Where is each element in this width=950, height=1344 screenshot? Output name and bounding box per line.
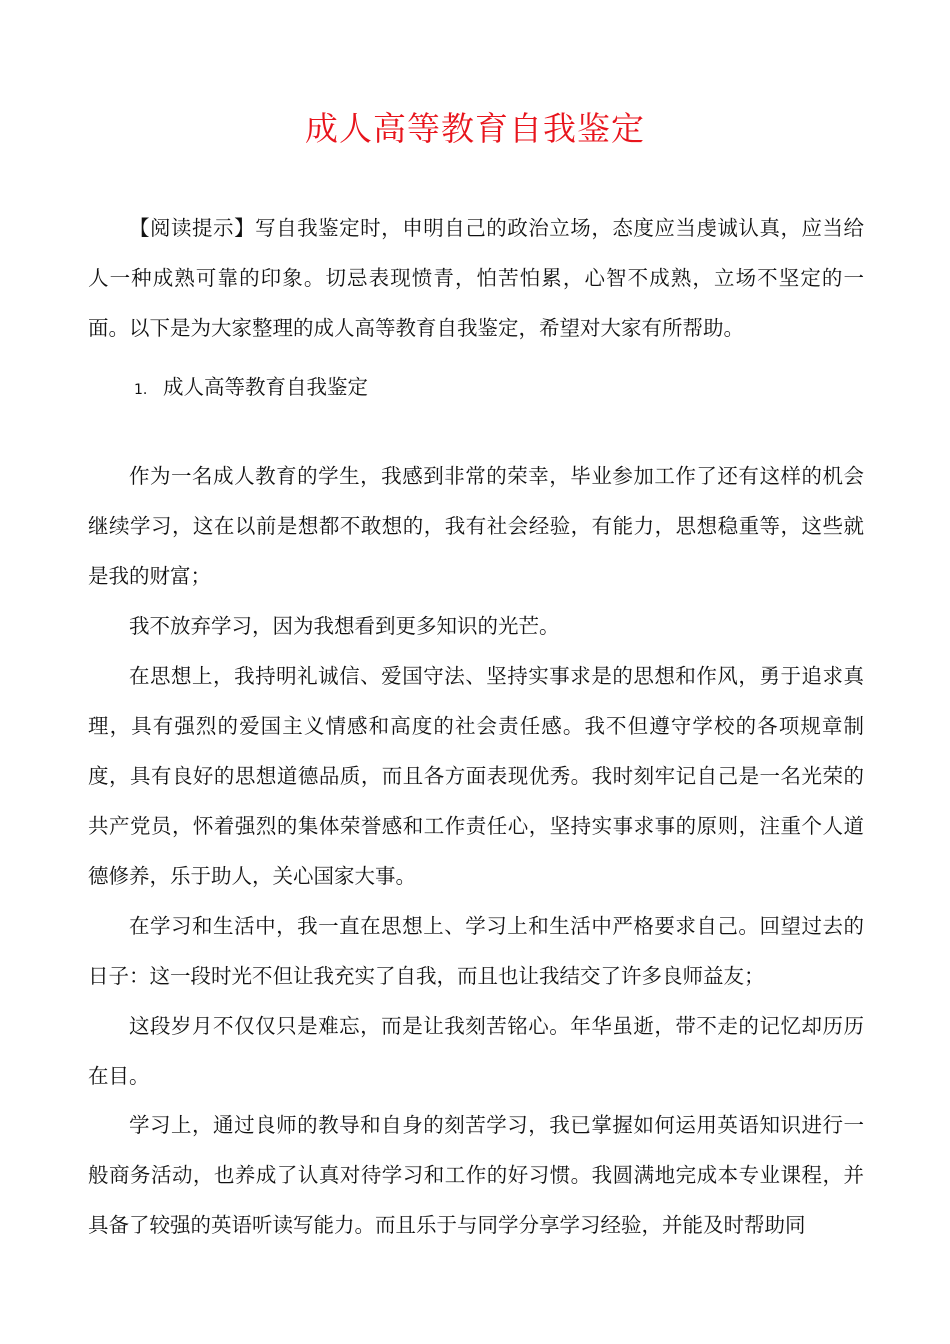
body-paragraph-5: 这段岁月不仅仅只是难忘，而是让我刻苦铭心。年华虽逝，带不走的记忆却历历在目。 [88, 1014, 864, 1088]
document-title: 成人高等教育自我鉴定 [305, 109, 645, 148]
body-paragraph-3: 在思想上，我持明礼诚信、爱国守法、坚持实事求是的思想和作风，勇于追求真理，具有强烈的爱国主义情感和高度的社会责任感。我不但遵守学校的各项规章制度，具有良好的思想道德品质，而且各方面表现优秀。我时刻牢记自己是一名光荣的共产党员，怀着强烈的集体荣誉感和工作责任心，坚持实事求事的原则，注重个人道德修养，乐于助人，关心国家大事。 [88, 664, 864, 888]
body-paragraph-2: 我不放弃学习，因为我想看到更多知识的光芒。 [129, 614, 560, 638]
body-paragraph-4: 在学习和生活中，我一直在思想上、学习上和生活中严格要求自己。回望过去的日子：这一段时光不但让我充实了自我，而且也让我结交了许多良师益友； [88, 914, 864, 988]
section-heading-text: 成人高等教育自我鉴定 [163, 375, 368, 399]
section-heading [134, 362, 368, 415]
body-paragraph-1: 作为一名成人教育的学生，我感到非常的荣幸，毕业参加工作了还有这样的机会继续学习，这在以前是想都不敢想的，我有社会经验，有能力，思想稳重等，这些就是我的财富； [88, 464, 864, 588]
section-number: 1. [134, 382, 148, 398]
intro-paragraph: 【阅读提示】写自我鉴定时，申明自己的政治立场，态度应当虔诚认真，应当给人一种成熟可靠的印象。切忌表现愤青，怕苦怕累，心智不成熟，立场不坚定的一面。以下是为大家整理的成人高等教育自我鉴定，希望对大家有所帮助。 [88, 216, 864, 340]
body-paragraph-6: 学习上，通过良师的教导和自身的刻苦学习，我已掌握如何运用英语知识进行一般商务活动，也养成了认真对待学习和工作的好习惯。我圆满地完成本专业课程，并具备了较强的英语听读写能力。而且乐于与同学分享学习经验，并能及时帮助同 [88, 1113, 864, 1237]
